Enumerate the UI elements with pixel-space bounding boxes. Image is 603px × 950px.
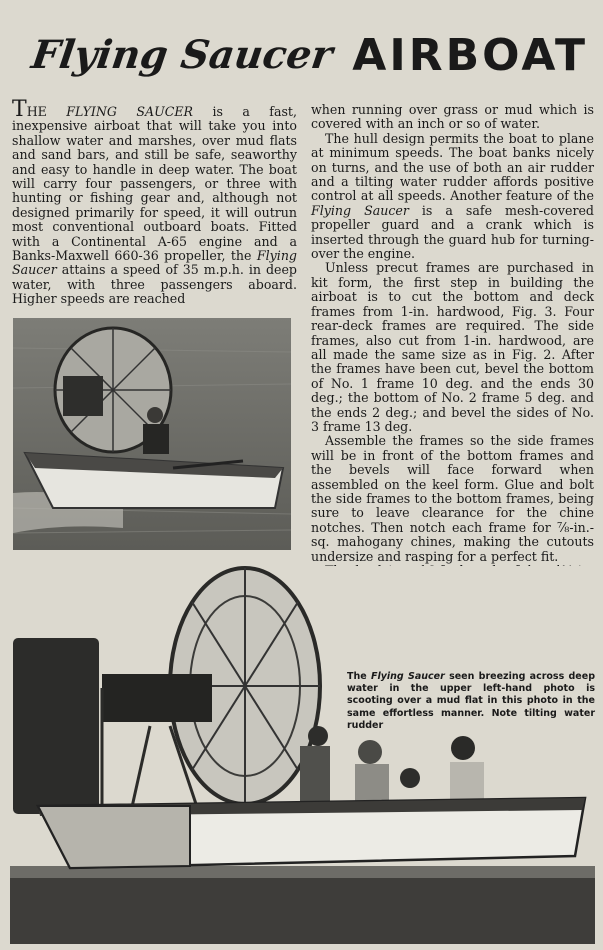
photo-caption (347, 671, 595, 732)
title-bold: AIRBOAT (352, 30, 588, 81)
paragraph (311, 132, 594, 262)
paragraph: Assemble the frames so the side frames will be in front of the bottom frames and the bevels will face forward when assembled on the keel form. Glue and bolt the side frames to the bottom frames, being sure to leave clearance for the chine notches. Then notch each frame for ⅞-in.-sq. mahogany chines, making the cutouts undersize and rasping for a perfect fit. (311, 433, 594, 564)
airboat-mudflat-photo (10, 566, 595, 944)
left-column (12, 97, 297, 307)
intro-paragraph (12, 97, 297, 307)
boat-name: FLYING SAUCER (66, 104, 194, 119)
title-script: Flying Saucer (28, 32, 336, 78)
boat-name: Flying Saucer (12, 248, 297, 278)
paragraph: Unless precut frames are purchased in kit form, the first step in building the airboat is to cut the bottom and deck frames from 1-in. hardwood, Fig. 3. Four rear-deck frames are required. The side frames, also cut from 1-in. hardwood, are all made the same size as in Fig. 2. After the frames have been cut, bevel the bottom of No. 1 frame 10 deg. and the ends 30 deg.; the bottom of No. 2 frame 5 deg. and the ends 2 deg.; and bevel the sides of No. 3 frame 13 deg. (311, 260, 594, 434)
paragraph-text-b: is a safe mesh-covered propeller guard and a crank which is inserted through the guard hub for turning-over the engine. (311, 202, 594, 262)
airboat-water-photo (13, 318, 291, 550)
paragraph-text-a: The hull design permits the boat to plane at minimum speeds. The boat banks nicely on turns, and the use of both an air rudder and a tilting water rudder affords positive control at all speeds. Another feature of the (311, 130, 594, 204)
article-title (28, 30, 588, 90)
right-column (311, 103, 594, 593)
boat-name: Flying Saucer (311, 202, 409, 218)
intro-text-c: attains a speed of 35 m.p.h. in deep water, with three passengers aboard. Higher speeds are reached (12, 262, 297, 307)
intro-text-a: HE (26, 104, 67, 119)
intro-text-b: is a fast, inexpensive airboat that will take you into shallow water and marshes, over mud flats and sand bars, and still be safe, seaworthy and easy to handle in deep water. The boat will carry four passengers, or three with hunting or fishing gear and, although not designed primarily for speed, it will outrun most conventional outboard boats. Fitted with a Continental A-65 engine and a Banks-Maxwell 660-36 propeller, the (12, 104, 297, 264)
paragraph: when running over grass or mud which is covered with an inch or so of water. (311, 102, 594, 132)
boat-name: Flying Saucer (370, 671, 445, 682)
caption-text-a: The (347, 671, 371, 682)
drop-cap: T (12, 97, 27, 122)
caption-text-b: seen breezing across deep water in the upper left-hand photo is scooting over a mud flat in this photo in the same effortless manner. Note tilting water rudder (347, 671, 595, 731)
